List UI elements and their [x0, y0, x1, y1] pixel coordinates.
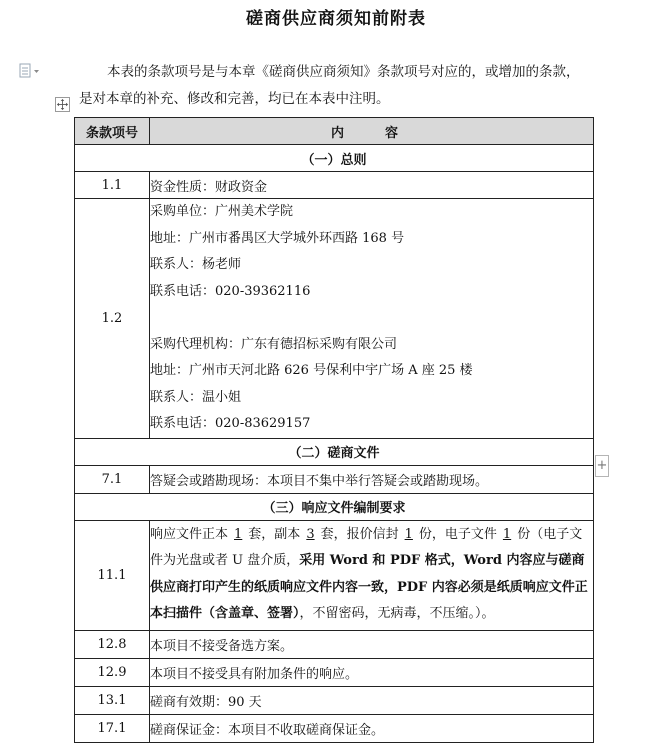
document-options-icon[interactable] — [18, 63, 42, 79]
value-original-count: 1 — [234, 526, 243, 542]
text-media: 份（电子文件为光盘或者 U 盘介质， — [150, 526, 583, 568]
table-row — [75, 714, 594, 742]
clause-number: 11.1 — [75, 520, 150, 630]
section-row — [75, 493, 594, 520]
section-row — [75, 438, 594, 465]
value-copies-count: 3 — [306, 526, 315, 542]
table-row — [75, 465, 594, 493]
clause-table — [74, 117, 594, 743]
section-documents: （二）磋商文件 — [75, 438, 594, 465]
buyer-unit: 采购单位：广州美术学院 — [150, 204, 294, 219]
text-original: 响应文件正本 — [150, 526, 229, 542]
agency-address: 地址：广州市天河北路 626 号保利中宇广场 A 座 25 楼 — [150, 363, 473, 378]
format-requirement: 采用 Word 和 PDF 格式，Word 内容应与磋商供应商打印产生的纸质响应文件内容一致，PDF 内容必须是纸质响应文件正本扫描件（含盖章、签署） — [150, 553, 588, 621]
agency-name: 采购代理机构：广东有德招标采购有限公司 — [150, 336, 398, 352]
intro-paragraph: 本表的条款项号是与本章《磋商供应商须知》条款项号对应的，或增加的条款，是对本章的补充、修改和完善，均已在本表中注明。 — [79, 64, 580, 107]
clause-text: 磋商有效期：90 天 — [150, 686, 594, 714]
clause-text: 磋商保证金：本项目不收取磋商保证金。 — [150, 714, 594, 742]
clause-text — [150, 199, 594, 439]
clause-number: 1.1 — [75, 172, 150, 199]
agency-phone: 联系电话：020-83629157 — [150, 416, 311, 431]
table-row — [75, 199, 594, 439]
page-title: 磋商供应商须知前附表 — [246, 9, 426, 29]
clause-number: 1.2 — [75, 199, 150, 439]
value-electronic-count: 1 — [502, 526, 512, 542]
clause-text — [150, 520, 594, 630]
buyer-address: 地址：广州市番禺区大学城外环西路 168 号 — [150, 230, 405, 246]
value-envelope-count: 1 — [404, 526, 413, 542]
section-general: （一）总则 — [75, 145, 594, 172]
clause-text: 资金性质：财政资金 — [150, 172, 594, 199]
clause-text: 本项目不接受备选方案。 — [150, 630, 594, 658]
section-row — [75, 145, 594, 172]
table-header-row — [75, 118, 594, 145]
header-clause-number: 条款项号 — [75, 118, 150, 145]
table-move-handle-icon[interactable] — [55, 97, 70, 112]
clause-number: 7.1 — [75, 465, 150, 493]
table-row — [75, 520, 594, 630]
clause-number: 17.1 — [75, 714, 150, 742]
clause-number: 13.1 — [75, 686, 150, 714]
clause-number: 12.9 — [75, 658, 150, 686]
add-column-icon[interactable]: + — [595, 455, 609, 477]
buyer-contact: 联系人：杨老师 — [150, 257, 242, 272]
text-envelope: 套，报价信封 — [320, 526, 399, 542]
blank-line — [150, 305, 593, 332]
clause-number: 12.8 — [75, 630, 150, 658]
table-row — [75, 658, 594, 686]
table-row — [75, 686, 594, 714]
agency-contact: 联系人：温小姐 — [150, 389, 242, 405]
clause-text: 本项目不接受具有附加条件的响应。 — [150, 658, 594, 686]
section-response: （三）响应文件编制要求 — [75, 493, 594, 520]
header-content: 内 容 — [150, 118, 594, 145]
text-electronic: 份，电子文件 — [418, 526, 497, 542]
buyer-phone: 联系电话：020-39362116 — [150, 283, 311, 299]
clause-text: 答疑会或踏勘现场：本项目不集中举行答疑会或踏勘现场。 — [150, 465, 594, 493]
text-copies: 套，副本 — [248, 526, 301, 542]
table-row — [75, 630, 594, 658]
table-row — [75, 172, 594, 199]
text-tail: ，不留密码，无病毒，不压缩。）。 — [299, 606, 495, 621]
